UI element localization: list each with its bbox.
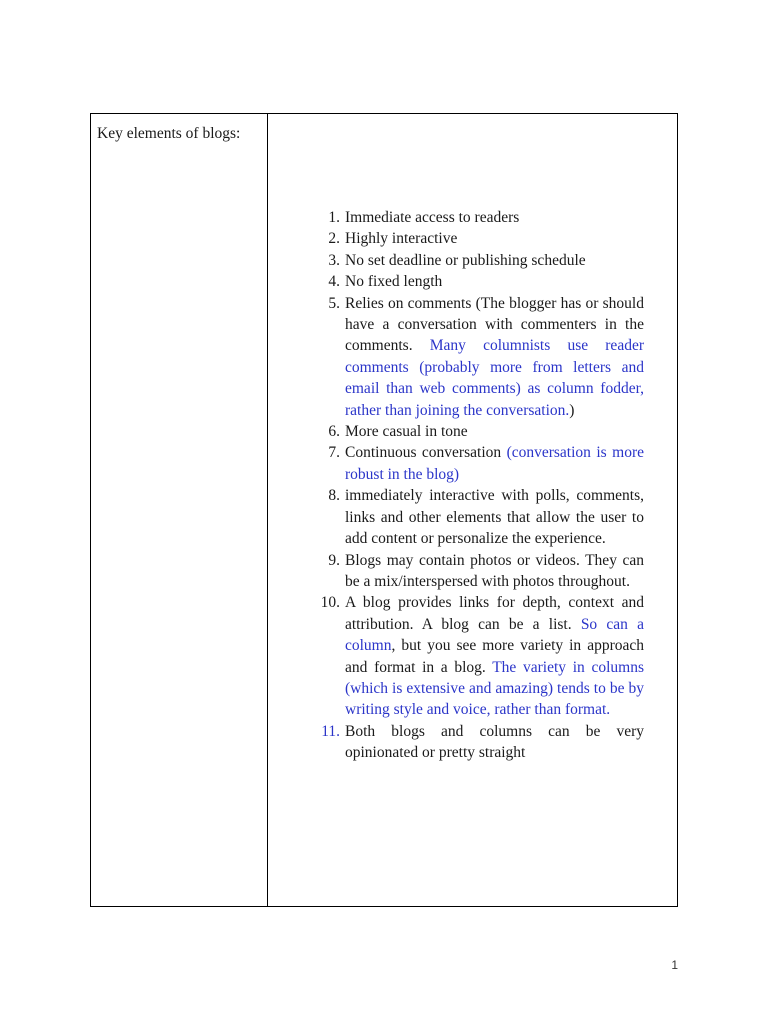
list-item-text: , but you see more variety in approach and format in a blog.: [345, 637, 644, 676]
list-item-note: Many columnists use reader comments (probably more from letters and email than web comments) as column fodder, rather than joining the conversation.: [345, 337, 644, 419]
right-cell: [268, 114, 677, 906]
list-item: [320, 271, 644, 292]
content-table: [90, 113, 678, 907]
list-item: [320, 442, 644, 485]
list-item: [320, 250, 644, 271]
list-item-note: So can a column: [345, 615, 644, 655]
list-item-text: immediately interactive with polls, comments, links and other elements that allow the user to add content or personalize the experience.: [345, 487, 644, 548]
list-item-number: 1.: [328, 209, 340, 226]
list-item-number: 5.: [328, 294, 340, 312]
list-item: [320, 228, 644, 249]
list-item: [320, 421, 644, 442]
list-item-text: Immediate access to readers: [345, 209, 520, 226]
list-item: [320, 485, 644, 549]
list-item: [320, 721, 644, 764]
list-item-text: Blogs may contain photos or videos. They can be a mix/interspersed with photos throughout.: [345, 551, 644, 590]
list-item-number: 7.: [328, 444, 340, 462]
list-item-text: Both blogs and columns can be very opinionated or pretty straight: [345, 722, 644, 762]
list-item-number: 11.: [321, 722, 340, 740]
list-item: [320, 592, 644, 720]
list-item-text: Continuous conversation: [345, 444, 507, 462]
list-item: [320, 207, 644, 228]
list-item-number: 6.: [328, 423, 340, 441]
table-heading: Key elements of blogs:: [97, 125, 241, 142]
list-item-number: 3.: [328, 251, 340, 269]
page-number: 1: [671, 958, 678, 972]
list-item-text: Relies on comments (The blogger has or should have a conversation with commenters in the comments.: [345, 294, 644, 355]
left-cell: [91, 114, 268, 906]
list-item-text: No fixed length: [345, 273, 443, 291]
list-item-text: ): [569, 401, 575, 419]
list-item-text: No set deadline or publishing schedule: [345, 251, 586, 269]
list-item-note: The variety in columns (which is extensive and amazing) tends to be by writing style and voice, rather than format.: [345, 658, 644, 719]
list-item-number: 10.: [320, 594, 340, 612]
key-elements-list: [320, 207, 644, 764]
list-item-number: 4.: [328, 273, 340, 291]
list-item-number: 9.: [328, 551, 340, 569]
list-item-number: 8.: [328, 487, 340, 505]
list-item-text: A blog provides links for depth, context and attribution. A blog can be a list.: [345, 594, 644, 633]
list-item-number: 2.: [328, 230, 340, 248]
list-item: [320, 293, 644, 421]
list-item-text: Highly interactive: [345, 230, 458, 248]
list-item: [320, 550, 644, 593]
list-item-note: (conversation is more robust in the blog): [345, 444, 644, 483]
list-item-text: More casual in tone: [345, 423, 468, 441]
